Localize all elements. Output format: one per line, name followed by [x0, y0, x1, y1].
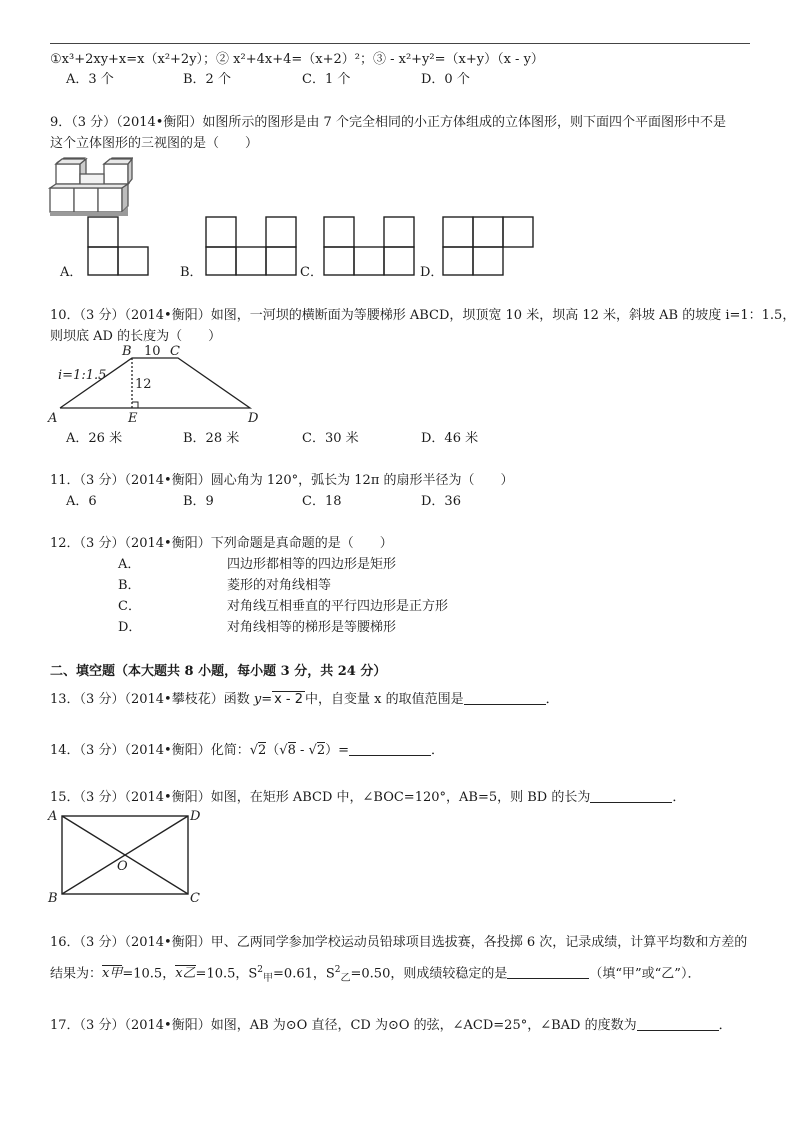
q14-radicand-1: 2: [258, 743, 267, 758]
q10-label-height: 12: [135, 377, 152, 392]
q10-stem-line2: 则坝底 AD 的长度为（ ）: [50, 329, 222, 344]
q12-option-b-label: B．: [118, 578, 141, 593]
q17-answer-blank[interactable]: [637, 1017, 719, 1031]
q10-label-top: 10: [144, 344, 161, 359]
q14-minus: -: [295, 743, 309, 758]
q11-option-c: C．18: [302, 494, 342, 509]
q11-stem: 11．（3 分）（2014•衡阳）圆心角为 120°，弧长为 12π 的扇形半径为（ ）: [50, 473, 514, 488]
q15-label-c: C: [190, 891, 200, 906]
q13-suffix: 中，自变量 x 的取值范围是: [305, 692, 464, 707]
q10-label-b: B: [122, 344, 132, 359]
q11-option-a: A．6: [66, 494, 97, 509]
q16-var-jia-s: S: [248, 966, 258, 982]
q16-answer-blank[interactable]: [507, 965, 589, 979]
q9-label-a: A．: [60, 265, 83, 280]
q15-label-a: A: [48, 809, 58, 824]
q13-prefix: 13．（3 分）（2014•攀枝花）函数: [50, 692, 254, 707]
q15-label-d: D: [190, 809, 201, 824]
q12-stem: 12．（3 分）（2014•衡阳）下列命题是真命题的是（ ）: [50, 536, 393, 551]
q10-label-c: C: [170, 344, 180, 359]
q14-close: ）=: [325, 743, 350, 758]
q13-func-y: y=: [253, 692, 273, 707]
q10-option-b: B．28 米: [183, 431, 240, 446]
q9-view-d: [441, 215, 535, 277]
q12-option-d-text: 对角线相等的梯形是等腰梯形: [227, 620, 397, 635]
q16-var-jia-sq: 2: [257, 965, 264, 975]
q10-trapezoid-figure: [46, 342, 271, 428]
q16-var-yi-s: S: [325, 966, 335, 982]
q16-mean-jia-value: =10.5，: [122, 966, 176, 982]
q17-stem: 17．（3 分）（2014•衡阳）如图，AB 为⊙O 直径，CD 为⊙O 的弦，∠ACD=25°，∠BAD 的度数为: [50, 1018, 637, 1033]
q16-var-jia-sub: 甲: [263, 972, 274, 984]
q9-label-c: C．: [300, 265, 323, 280]
q12-option-c-label: C．: [118, 599, 141, 614]
q13-radicand-text: x - 2: [274, 692, 304, 707]
q15-line: [50, 789, 685, 806]
q9-view-c: [322, 215, 416, 277]
q15-end: ．: [672, 790, 686, 805]
q12-option-a-text: 四边形都相等的四边形是矩形: [227, 557, 397, 572]
q9-cube-figure: [48, 156, 133, 218]
q10-option-d: D．46 米: [421, 431, 479, 446]
q14-radicand-2: 8: [287, 743, 296, 758]
q10-label-slope: i=1:1.5: [58, 368, 107, 383]
q8-option-b: B．2 个: [183, 72, 231, 87]
q14-answer-blank[interactable]: [349, 742, 431, 756]
q12-option-a-label: A．: [118, 557, 141, 572]
q12-option-c-text: 对角线互相垂直的平行四边形是正方形: [227, 599, 449, 614]
q16-tail: （填“甲”或“乙”）．: [589, 966, 701, 982]
q10-option-c: C．30 米: [302, 431, 359, 446]
q9-stem-line2: 这个立体图形的三视图的是（ ）: [50, 136, 259, 151]
q10-label-e: E: [128, 411, 138, 426]
q16-stem-line2: [50, 962, 700, 987]
q16-var-yi-value: =0.50，则成绩较稳定的是: [350, 966, 508, 982]
q14-line: 14．（3 分）（2014•衡阳）化简：√2（√8 - √2）= ．: [50, 743, 445, 758]
q9-stem-line1: 9．（3 分）（2014•衡阳）如图所示的图形是由 7 个完全相同的小正方体组成的立体图形，则下面四个平面图形中不是: [50, 115, 726, 130]
q8-option-a: A．3 个: [66, 72, 114, 87]
q16-mean-jia: x甲: [102, 966, 123, 982]
q10-option-a: A．26 米: [66, 431, 123, 446]
q15-stem: 15．（3 分）（2014•衡阳）如图，在矩形 ABCD 中，∠BOC=120°，AB=5，则 BD 的长为: [50, 790, 591, 805]
q8-option-c: C．1 个: [302, 72, 351, 87]
q16-mean-yi-value: =10.5，: [195, 966, 249, 982]
q14-prefix: 14．（3 分）（2014•衡阳）化简：: [50, 743, 250, 758]
q13-radicand: [272, 691, 305, 707]
q13-end: ．: [545, 692, 559, 707]
q9-label-b: B．: [180, 265, 203, 280]
q9-view-b: [204, 215, 298, 277]
header-rule: [50, 43, 750, 44]
q14-radicand-3: 2: [316, 743, 326, 758]
q17-end: ．: [718, 1018, 732, 1033]
q16-var-yi-sq: 2: [334, 965, 341, 975]
q15-label-o: O: [117, 859, 128, 874]
q12-option-d-label: D．: [118, 620, 142, 635]
q16-var-jia-value: =0.61，: [273, 966, 326, 982]
q10-label-a: A: [48, 411, 58, 426]
q11-option-d: D．36: [421, 494, 461, 509]
q8-expressions: ①x³+2xy+x=x（x²+2y）；② x²+4x+4=（x+2）²；③ - x²+y²=（x+y）（x - y）: [50, 52, 544, 67]
q10-stem-line1: 10．（3 分）（2014•衡阳）如图，一河坝的横断面为等腰梯形 ABCD，坝顶宽 10 米，坝高 12 米，斜坡 AB 的坡度 i=1：1.5，: [50, 308, 796, 323]
q9-label-d: D．: [420, 265, 444, 280]
q12-option-b-text: 菱形的对角线相等: [227, 578, 332, 593]
q13-answer-blank[interactable]: [464, 691, 546, 705]
q9-view-a: [86, 215, 150, 277]
q16-stem-line1: 16．（3 分）（2014•衡阳）甲、乙两同学参加学校运动员铅球项目选拔赛，各投掷 6 次，记录成绩，计算平均数和方差的: [50, 935, 748, 950]
q14-open: （: [266, 743, 280, 758]
q16-pre: 结果为：: [50, 966, 103, 982]
q14-end: ．: [431, 743, 445, 758]
q11-option-b: B．9: [183, 494, 214, 509]
q16-var-yi-sub: 乙: [340, 972, 351, 984]
q15-rectangle-figure: [44, 806, 210, 906]
q16-mean-yi: x乙: [175, 966, 196, 982]
section-2-title: 二、填空题（本大题共 8 小题，每小题 3 分，共 24 分）: [50, 664, 387, 679]
q17-line: [50, 1017, 732, 1034]
q15-answer-blank[interactable]: [590, 789, 672, 803]
q10-label-d: D: [248, 411, 259, 426]
q13-line: [50, 691, 559, 708]
q15-label-b: B: [48, 891, 58, 906]
q8-option-d: D．0 个: [421, 72, 470, 87]
